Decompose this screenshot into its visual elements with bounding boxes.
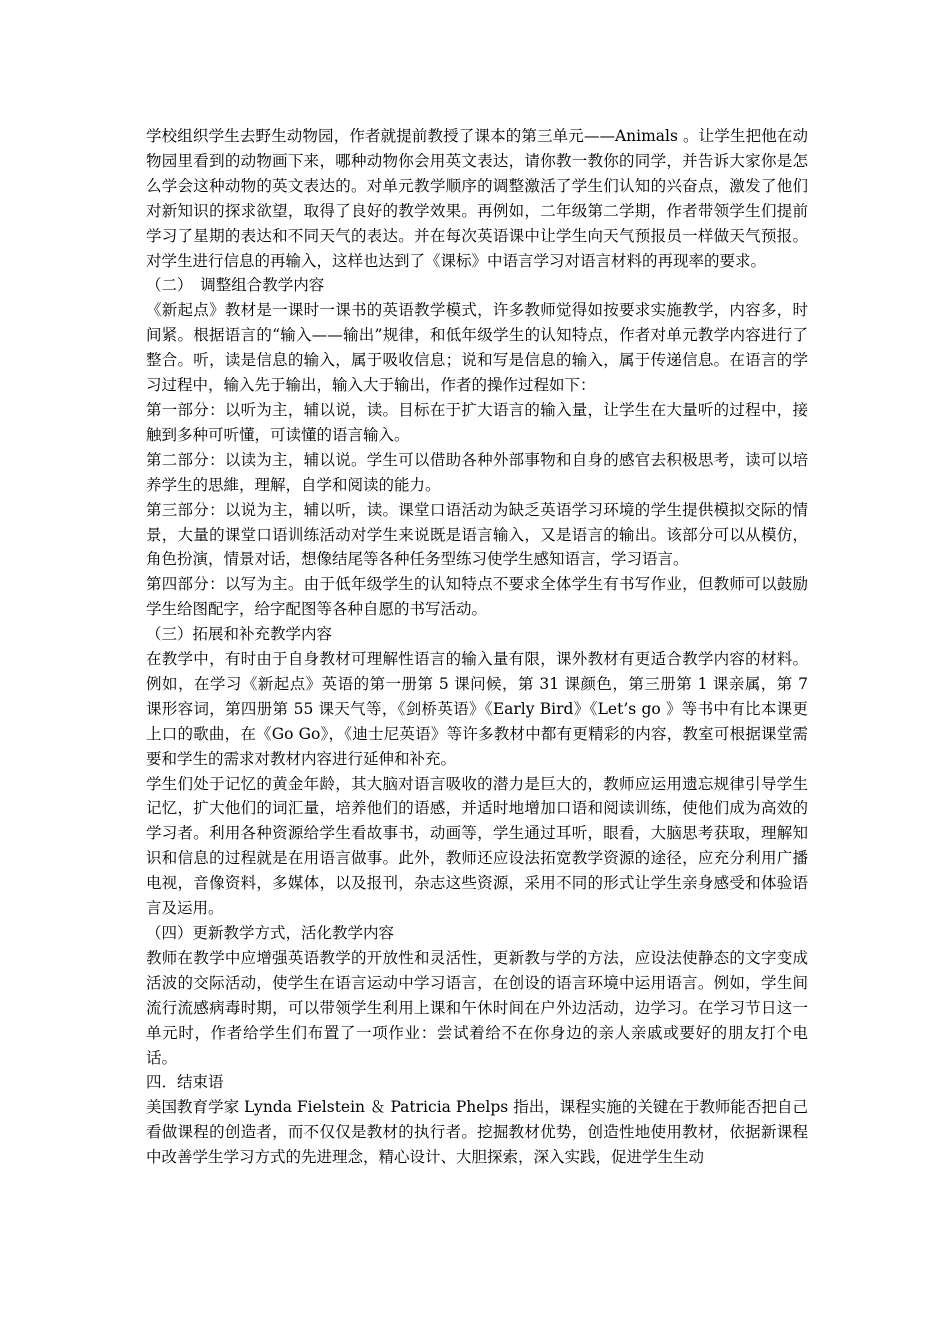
paragraph: 在教学中，有时由于自身教材可理解性语言的输入量有限，课外教材有更适合教学内容的材料。例如，在学习《新起点》英语的第一册第 5 课问候，第 31 课颜色，第三册第 1 课亲属，第 7 课形容词，第四册第 55 课天气等，《剑桥英语》《Early Bird》《Let’s go 》等书中有比本课更上口的歌曲，在《Go Go》，《迪士尼英语》等许多教材中都有更精彩的内容，教室可根据课堂需要和学生的需求对教材内容进行延伸和补充。 bbox=[146, 650, 808, 768]
paragraph: 学校组织学生去野生动物园，作者就提前教授了课本的第三单元——Animals 。让学生把他在动物园里看到的动物画下来，哪种动物你会用英文表达，请你教一教你的同学，并告诉大家你是怎么学会这种动物的英文表达的。对单元教学顺序的调整激活了学生们认知的兴奋点，激发了他们对新知识的探求欲望，取得了良好的教学效果。再例如，二年级第二学期，作者带领学生们提前学习了星期的表达和不同天气的表达。并在每次英语课中让学生向天气预报员一样做天气预报。对学生进行信息的再输入，这样也达到了《课标》中语言学习对语言材料的再现率的要求。 bbox=[146, 127, 808, 270]
paragraph: 第一部分：以听为主，辅以说，读。目标在于扩大语言的输入量，让学生在大量听的过程中，接触到多种可听懂，可读懂的语言输入。 bbox=[146, 400, 808, 444]
section-heading: （四）更新教学方式，活化教学内容 bbox=[146, 924, 395, 942]
paragraph: 美国教育学家 Lynda Fielstein ＆ Patricia Phelps 指出，课程实施的关键在于教师能否把自己看做课程的创造者，而不仅仅是教材的执行者。挖掘教材优势，创造性地使用教材，依据新课程中改善学生学习方式的先进理念，精心设计、大胆探索，深入实践，促进学生生动 bbox=[146, 1098, 808, 1167]
section-heading: 四．结束语 bbox=[146, 1073, 224, 1092]
paragraph: 第四部分：以写为主。由于低年级学生的认知特点不要求全体学生有书写作业，但教师可以鼓励学生给图配字，给字配图等各种自愿的书写活动。 bbox=[146, 575, 808, 619]
paragraph: 学生们处于记忆的黄金年龄，其大脑对语言吸收的潜力是巨大的，教师应运用遗忘规律引导学生记忆，扩大他们的词汇量，培养他们的语感，并适时地增加口语和阅读训练，使他们成为高效的学习者。利用各种资源给学生看故事书，动画等，学生通过耳听，眼看，大脑思考获取，理解知识和信息的过程就是在用语言做事。此外，教师还应设法拓宽教学资源的途径，应充分利用广播电视，音像资料，多媒体，以及报刊，杂志这些资源，采用不同的形式让学生亲身感受和体验语言及运用。 bbox=[146, 774, 808, 918]
document-body bbox=[146, 124, 808, 1170]
section-heading: （二） 调整组合教学内容 bbox=[146, 276, 325, 295]
paragraph: 第二部分：以读为主，辅以说。学生可以借助各种外部事物和自身的感官去积极思考，读可以培养学生的思維，理解，自学和阅读的能力。 bbox=[146, 450, 808, 494]
paragraph: 第三部分：以说为主，辅以听，读。课堂口语活动为缺乏英语学习环境的学生提供模拟交际的情景，大量的课堂口语训练活动对学生来说既是语言输入，又是语言的输出。该部分可以从模仿，角色扮演，情景对话，想像结尾等各种任务型练习使学生感知语言，学习语言。 bbox=[146, 500, 808, 569]
section-heading: （三）拓展和补充教学内容 bbox=[146, 625, 333, 644]
paragraph: 教师在教学中应增强英语教学的开放性和灵活性，更新教与学的方法，应设法使静态的文字变成活波的交际活动，使学生在语言运动中学习语言，在创设的语言环境中运用语言。例如，学生间流行流感病毒时期，可以带领学生利用上课和午休时间在户外边活动，边学习。在学习节日这一单元时，作者给学生们布置了一项作业：尝试着给不在你身边的亲人亲戚或要好的朋友打个电话。 bbox=[146, 948, 808, 1067]
paragraph: 《新起点》教材是一课时一课书的英语教学模式，许多教师觉得如按要求实施教学，内容多，时间紧。根据语言的“输入——输出”规律，和低年级学生的认知特点，作者对单元教学内容进行了整合。听，读是信息的输入，属于吸收信息；说和写是信息的输入，属于传递信息。在语言的学习过程中，输入先于输出，输入大于输出，作者的操作过程如下： bbox=[146, 301, 808, 395]
